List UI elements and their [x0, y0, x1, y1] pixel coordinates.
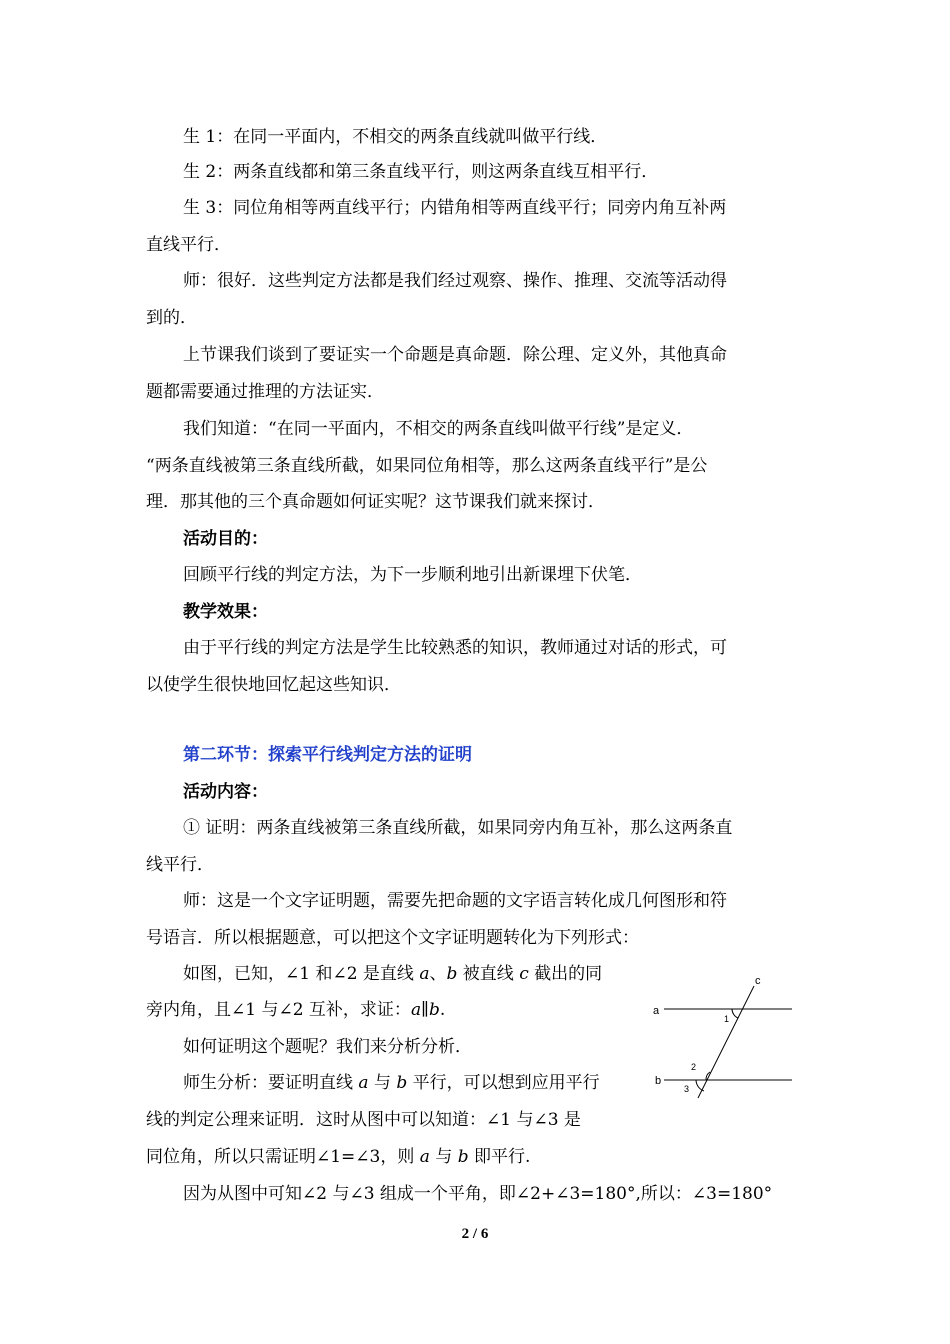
text-line: 理．那其他的三个真命题如何证实呢？这节课我们就来探讨．	[146, 492, 605, 512]
text-line: “两条直线被第三条直线所截，如果同位角相等，那么这两条直线平行”是公	[146, 456, 708, 476]
text-line: 同位角，所以只需证明∠1=∠3，则 a 与 b 即平行.	[146, 1147, 531, 1167]
section-label-effect: 教学效果：	[183, 602, 268, 622]
section-label-purpose: 活动目的：	[183, 529, 268, 549]
text-line: 线的判定公理来证明．这时从图中可以知道：∠1 与∠3 是	[146, 1110, 581, 1130]
text-line: 上节课我们谈到了要证实一个命题是真命题．除公理、定义外，其他真命	[183, 345, 727, 365]
angle-1-arc	[732, 1009, 738, 1018]
section-label-content: 活动内容：	[183, 782, 268, 802]
text-line: 以使学生很快地回忆起这些知识．	[146, 675, 401, 695]
text-line: 号语言．所以根据题意，可以把这个文字证明题转化为下列形式：	[146, 928, 639, 948]
label-c: c	[755, 975, 761, 987]
text-line: 生 3：同位角相等两直线平行；内错角相等两直线平行；同旁内角互补两	[183, 198, 727, 218]
label-b: b	[655, 1075, 662, 1087]
text-line: 如图，已知，∠1 和∠2 是直线 a、b 被直线 c 截出的同	[183, 964, 603, 984]
figure-svg	[648, 970, 808, 1100]
section-heading: 第二环节：探索平行线判定方法的证明	[183, 745, 472, 765]
text-line: 到的．	[146, 308, 197, 328]
line-c	[698, 986, 754, 1098]
text-line: 生 1：在同一平面内，不相交的两条直线就叫做平行线．	[183, 127, 608, 147]
text-line: 师：这是一个文字证明题，需要先把命题的文字语言转化成几何图形和符	[183, 891, 727, 911]
text-line: 回顾平行线的判定方法，为下一步顺利地引出新课埋下伏笔．	[183, 565, 642, 585]
text-line: 师生分析：要证明直线 a 与 b 平行，可以想到应用平行	[183, 1073, 600, 1093]
text-line: 我们知道：“在同一平面内，不相交的两条直线叫做平行线”是定义．	[183, 419, 694, 439]
text-line: ① 证明：两条直线被第三条直线所截，如果同旁内角互补，那么这两条直	[183, 818, 733, 838]
angle-label-1: 1	[724, 1014, 730, 1024]
parallel-lines-figure	[648, 970, 808, 1100]
text-line: 由于平行线的判定方法是学生比较熟悉的知识，教师通过对话的形式，可	[183, 638, 727, 658]
text-line: 师：很好．这些判定方法都是我们经过观察、操作、推理、交流等活动得	[183, 271, 727, 291]
angle-label-2: 2	[691, 1062, 697, 1072]
label-a: a	[653, 1005, 660, 1017]
text-line: 如何证明这个题呢？我们来分析分析．	[183, 1037, 472, 1057]
page-number: 2 / 6	[461, 1226, 489, 1242]
text-line: 因为从图中可知∠2 与∠3 组成一个平角，即∠2+∠3=180°,所以：∠3=180°	[183, 1184, 773, 1204]
angle-label-3: 3	[684, 1084, 690, 1094]
text-line: 线平行．	[146, 855, 214, 875]
text-line: 生 2：两条直线都和第三条直线平行，则这两条直线互相平行．	[183, 162, 659, 182]
text-line: 旁内角，且∠1 与∠2 互补，求证：a∥b.	[146, 1000, 446, 1020]
text-line: 题都需要通过推理的方法证实．	[146, 382, 384, 402]
text-line: 直线平行．	[146, 235, 231, 255]
